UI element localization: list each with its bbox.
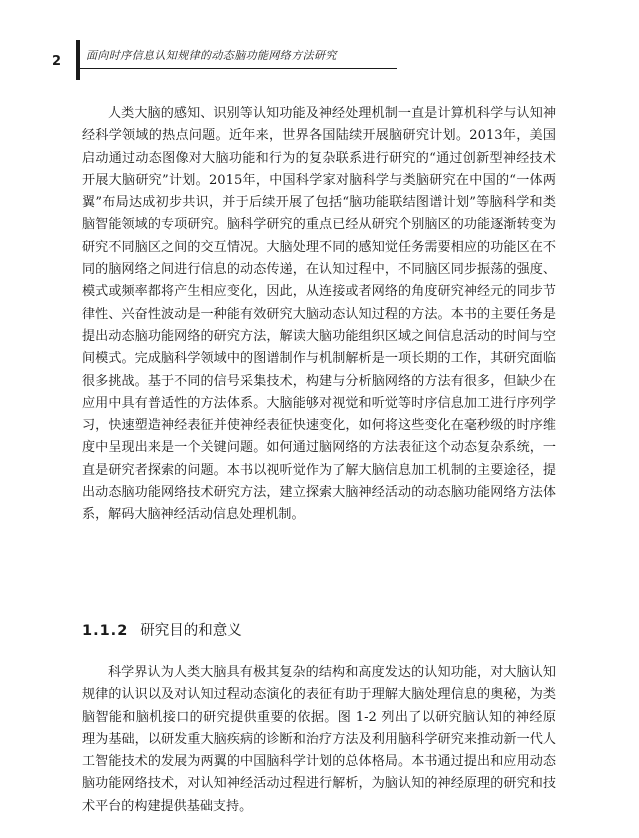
page-number: 2 <box>52 54 62 69</box>
header-vertical-rule <box>76 40 80 80</box>
section-number: 1.1.2 <box>82 623 129 639</box>
body-paragraph-2: 科学界认为人类大脑具有极其复杂的结构和高度发达的认知功能，对大脑认知规律的认识以及对认知过程动态演化的表征有助于理解大脑处理信息的奥秘，为类脑智能和脑机接口的研究提供重要的依据。图 1-2 列出了以研究脑认知的神经原理为基础，以研发重大脑疾病的诊断和治疗方法及利用脑科学研究来推动新一代人工智能技术的发展为两翼的中国脑科学计划的总体格局。本书通过提出和应用动态脑功能网络技术，对认知神经活动过程进行解析，为脑认知的神经原理的研究和技术平台的构建提供基础支持。 <box>82 665 556 814</box>
section-title: 研究目的和意义 <box>140 623 242 639</box>
header-horizontal-rule <box>76 68 397 69</box>
body-paragraph-1: 人类大脑的感知、识别等认知功能及神经处理机制一直是计算机科学与认知神经科学领域的热点问题。近年来，世界各国陆续开展脑研究计划。2013年，美国启动通过动态图像对大脑功能和行为的复杂联系进行研究的“通过创新型神经技术开展大脑研究”计划。2015年，中国科学家对脑科学与类脑研究在中国的“一体两翼”布局达成初步共识，并于后续开展了包括“脑功能联结图谱计划”等脑科学和类脑智能领域的专项研究。脑科学研究的重点已经从研究个别脑区的功能逐渐转变为研究不同脑区之间的交互情况。大脑处理不同的感知觉任务需要相应的功能区在不同的脑网络之间进行信息的动态传递，在认知过程中，不同脑区同步振荡的强度、模式或频率都将产生相应变化，因此，从连接或者网络的角度研究神经元的同步节律性、兴奋性波动是一种能有效研究大脑动态认知过程的方法。本书的主要任务是提出动态脑功能网络的研究方法，解读大脑功能组织区域之间信息活动的时间与空间模式。完成脑科学领域中的图谱制作与机制解析是一项长期的工作，其研究面临很多挑战。基于不同的信号采集技术，构建与分析脑网络的方法有很多，但缺少在应用中具有普适性的方法体系。大脑能够对视觉和听觉等时序信息加工进行序列学习，快速塑造神经表征并使神经表征快速变化，如何将这些变化在毫秒级的时序维度中呈现出来是一个关键问题。如何通过脑网络的方法表征这个动态复杂系统，一直是研究者探索的问题。本书以视听觉作为了解大脑信息加工机制的主要途径，提出动态脑功能网络技术研究方法，建立探索大脑神经活动的动态脑功能网络方法体系，解码大脑神经活动信息处理机制。 <box>82 106 556 523</box>
running-title: 面向时序信息认知规律的动态脑功能网络方法研究 <box>86 49 337 62</box>
section-heading <box>82 619 242 640</box>
page-header <box>52 40 397 80</box>
